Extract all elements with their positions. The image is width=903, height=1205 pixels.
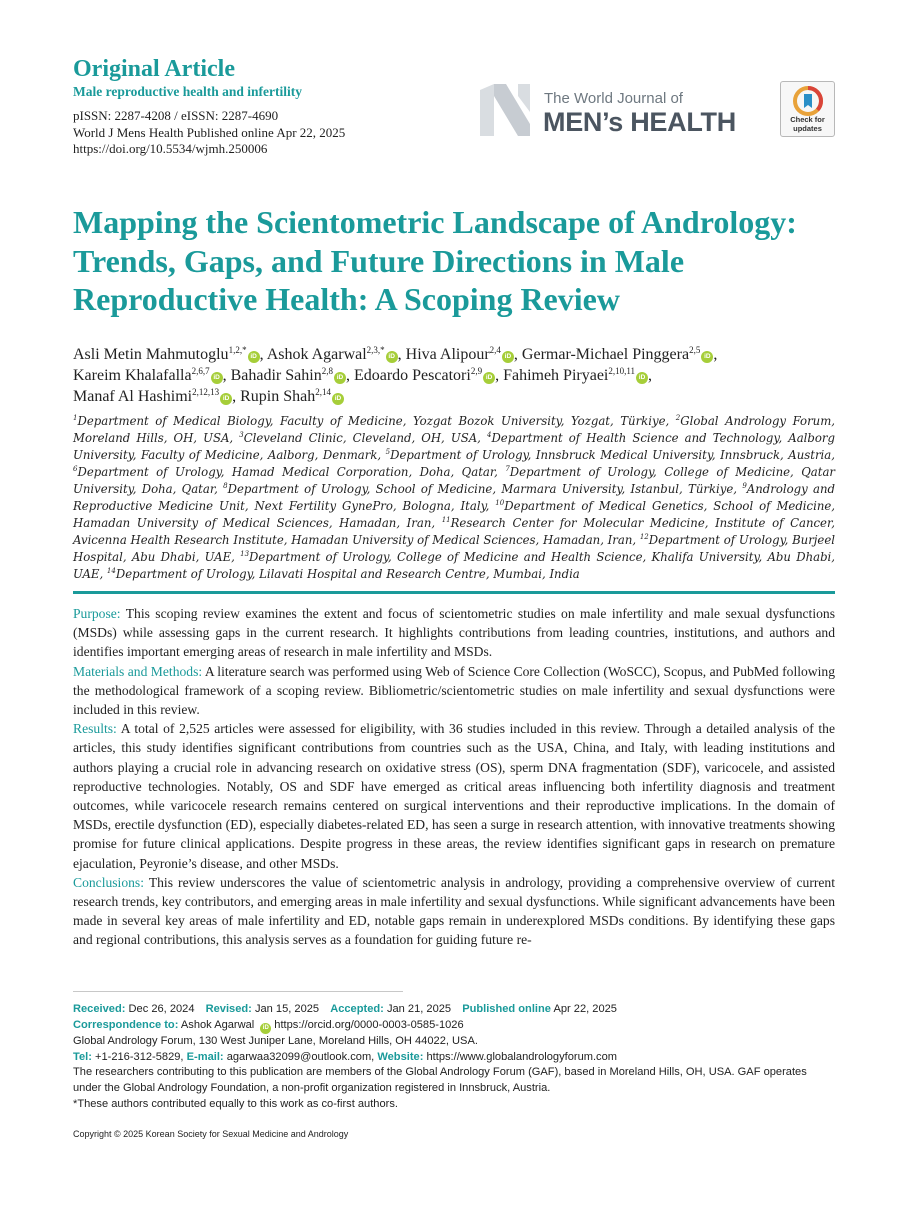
affiliation-number: 9: [742, 482, 747, 490]
affiliation-text: Department of Medical Genetics, School of Medicine, Hamadan University of Medical Sciences, Hamadan, Iran,: [73, 499, 835, 530]
check-updates-label: Check for updates: [790, 115, 825, 133]
website-label: Website:: [377, 1050, 424, 1063]
affiliation-number: 8: [223, 482, 228, 490]
affiliation-text: Department of Urology, College of Medicine and Health Science, Khalifa University, Abu Dhabi, UAE,: [73, 550, 836, 581]
abstract-results-label: Results:: [73, 721, 117, 737]
co-first-author-note: *These authors contributed equally to this work as co-first authors.: [73, 1097, 398, 1110]
author-name: Edoardo Pescatori: [353, 367, 471, 384]
abstract-results-text: A total of 2,525 articles were assessed for eligibility, with 36 studies included in this review. Through a detailed analysis of the articles, this study identifies significant contributions from countries such as the USA, China, and Italy, with leading institutions and authors playing a crucial role in advancing research on oxidative stress (OS), sperm DNA fragmentation (SDF), varicocele, and assisted reproductive technologies. Notably, OS and SDF have emerged as critical areas influencing both infertility diagnosis and treatment outcomes, while varicocele research remains centered on surgical interventions and their reproductive implications. In the domain of MSDs, erectile dysfunction (ED), especially diabetes-related ED, has seen a surge in research attention, with innovative treatments showing promise for future clinical applications. Despite progress in these areas, the review identifies significant gaps in research on premature ejaculation, Peyronie’s disease, and other MSDs.: [73, 721, 835, 871]
abstract-methods-label: Materials and Methods:: [73, 663, 203, 679]
author-affiliation-numbers: 1,2,*: [228, 345, 247, 355]
published-online-date: Apr 22, 2025: [553, 1003, 617, 1015]
tel-label: Tel:: [73, 1050, 92, 1063]
author: [522, 346, 713, 363]
gaf-note: The researchers contributing to this publication are members of the Global Andrology Forum (GAF), based in Moreland Hills, OH, USA. GAF operates under the Global Andrology Foundation, a non-profit organization registered in Innsbruck, Austria.: [73, 1066, 807, 1095]
email-label: E-mail:: [186, 1050, 224, 1063]
abstract-results: [73, 719, 835, 873]
author: [406, 346, 514, 363]
author-name: Asli Metin Mahmutoglu: [73, 346, 229, 363]
author-affiliation-numbers: 2,5: [689, 345, 701, 355]
journal-logo[interactable]: [480, 82, 765, 138]
issn: pISSN: 2287-4208 / eISSN: 2287-4690: [73, 108, 279, 123]
orcid-icon[interactable]: iD: [220, 393, 232, 405]
abstract-conclusions-label: Conclusions:: [73, 874, 144, 890]
accepted-date: Jan 21, 2025: [386, 1003, 452, 1015]
abstract-methods: [73, 662, 835, 720]
journal-logo-mark-icon: [480, 82, 540, 138]
affiliation-number: 7: [505, 465, 510, 473]
article-meta: [73, 108, 493, 158]
orcid-link[interactable]: https://orcid.org/0000-0003-0585-1026: [274, 1018, 464, 1031]
affiliation-text: Department of Urology, Innsbruck Medical University, Innsbruck, Austria,: [390, 448, 835, 462]
publication-date: World J Mens Health Published online Apr 22, 2025: [73, 124, 346, 140]
author-affiliation-numbers: 2,8: [321, 366, 333, 376]
author: [73, 346, 260, 363]
author-affiliation-numbers: 2,12,13: [192, 387, 220, 397]
affiliation-text: Global Andrology Forum, Moreland Hills, OH, USA,: [73, 414, 835, 445]
orcid-icon[interactable]: iD: [332, 393, 344, 405]
author: [354, 367, 495, 384]
published-online-label: Published online: [462, 1003, 551, 1015]
abstract-conclusions: [73, 873, 835, 950]
affiliation-text: Department of Urology, Burjeel Hospital, Abu Dhabi, UAE,: [73, 533, 835, 564]
affiliation-text: Department of Medical Biology, Faculty of Medicine, Yozgat Bozok University, Yozgat, Türkiye,: [77, 414, 676, 428]
affiliation-text: Department of Urology, College of Medicine, Qatar University, Doha, Qatar,: [73, 465, 835, 496]
footnote-divider: [73, 991, 403, 992]
affiliation-number: 6: [73, 465, 78, 473]
author-affiliation-numbers: 2,14: [315, 387, 331, 397]
author-name: Hiva Alipour: [405, 346, 490, 363]
abstract-purpose-label: Purpose:: [73, 606, 121, 621]
author-name: Bahadir Sahin: [230, 367, 322, 384]
affiliation-text: Department of Health Science and Technology, Aalborg University, Faculty of Medicine, Aalborg, Denmark,: [73, 431, 835, 462]
journal-name-line2: MEN’s HEALTH: [543, 107, 736, 137]
check-for-updates-badge[interactable]: [780, 81, 835, 137]
affiliation-number: 12: [639, 533, 649, 541]
author: [267, 346, 398, 363]
author-name: Germar-Michael Pinggera: [521, 346, 690, 363]
article-title: Mapping the Scientometric Landscape of Andrology: Trends, Gaps, and Future Directions in Male Reproductive Health: A Scoping Review: [73, 204, 797, 317]
doi-link[interactable]: https://doi.org/10.5534/wjmh.250006: [73, 141, 268, 156]
author-affiliation-numbers: 2,4: [489, 345, 501, 355]
abstract: [73, 604, 835, 950]
author-name: Kareim Khalafalla: [73, 367, 192, 384]
affiliation-text: Cleveland Clinic, Cleveland, OH, USA,: [243, 431, 487, 445]
author-list: Asli Metin Mahmutoglu$^{1,2,*}$iD , Ashok Agarwal$^{2,3,*}$iD , Hiva Alipour$^{2,4}$iD , Germar-Michael Pinggera$^{2,5}$iD , Kareim Khalafalla$^{2,6,7}$iD , Bahadir Sahin$^{2,8}$iD , Edoardo Pescatori$^{2,9}$iD , Fahimeh Piryaei$^{2,10,11}$iD , Manaf Al Hashimi$^{2,12,13}$iD , Rupin Shah$^{2,14}$iD: [73, 345, 718, 405]
check-updates-icon: [793, 86, 823, 116]
author: [503, 367, 648, 384]
article-section: Male reproductive health and infertility: [73, 84, 302, 99]
orcid-icon[interactable]: iD: [248, 351, 260, 363]
affiliation-number: 5: [385, 448, 391, 456]
affiliation-number: 3: [239, 431, 244, 439]
orcid-icon[interactable]: iD: [386, 351, 398, 363]
author: [73, 388, 232, 405]
affiliation-text: Andrology and Reproductive Medicine Unit, Next Fertility GynePro, Bologna, Italy,: [73, 482, 836, 513]
correspondence-label: Correspondence to:: [73, 1018, 179, 1031]
orcid-icon[interactable]: iD: [334, 372, 346, 384]
affiliation-text: Research Center for Molecular Medicine, Institute of Cancer, Avicenna Health Research Institute, Hamadan University of Medical Sciences, Hamadan, Iran,: [73, 516, 835, 547]
affiliation-number: 2: [675, 414, 681, 422]
abstract-methods-text: A literature search was performed using Web of Science Core Collection (WoSCC), Scopus, and PubMed following the methodological framework of a scoping review. Bibliometric/scientometric studies on male infertility and sexual dysfunctions were included in this review.: [73, 663, 835, 718]
abstract-purpose: [73, 604, 835, 662]
author-name: Rupin Shah: [240, 388, 316, 405]
received-label: Received:: [73, 1003, 126, 1015]
affiliation-number: 4: [486, 431, 492, 439]
footnotes: [73, 1002, 835, 1113]
correspondence-name: Ashok Agarwal: [180, 1018, 255, 1031]
contact-line: [73, 1050, 835, 1066]
author-affiliation-numbers: 2,6,7: [191, 366, 210, 376]
revised-label: Revised:: [205, 1003, 252, 1015]
journal-name-line1: The World Journal of: [544, 90, 683, 107]
affiliation-number: 11: [441, 516, 451, 524]
affiliations: [73, 413, 835, 583]
author-affiliation-numbers: 2,3,*: [366, 345, 385, 355]
orcid-icon[interactable]: iD: [636, 372, 648, 384]
email-link[interactable]: agarwaa32099@outlook.com,: [226, 1050, 375, 1063]
affiliation-number: 13: [240, 550, 250, 558]
revised-date: Jan 15, 2025: [254, 1003, 320, 1015]
accepted-label: Accepted:: [330, 1003, 384, 1015]
author: [240, 388, 344, 405]
affiliation-number: 1: [73, 414, 78, 422]
copyright: Copyright © 2025 Korean Society for Sexual Medicine and Andrology: [73, 1129, 349, 1139]
affiliation-number: 14: [106, 567, 116, 575]
section-divider: [73, 591, 835, 594]
abstract-conclusions-text: This review underscores the value of scientometric analysis in andrology, providing a comprehensive overview of current research trends, key contributors, and emerging areas in male infertility and sexual dysfunctions. While significant advancements have been made in several key areas of male infertility and ED, notable gaps remain in underexplored MSDs conditions. By identifying these gaps and regional contributions, this analysis serves as a foundation for guiding future re-: [73, 874, 835, 948]
website-link[interactable]: https://www.globalandrologyforum.com: [426, 1050, 618, 1063]
author-affiliation-numbers: 2,10,11: [608, 366, 636, 376]
affiliation-number: 10: [495, 499, 505, 507]
orcid-icon[interactable]: iD: [211, 372, 223, 384]
article-type: Original Article: [73, 56, 235, 82]
orcid-icon[interactable]: iD: [502, 351, 514, 363]
author: [231, 367, 346, 384]
received-date: Dec 26, 2024: [128, 1003, 195, 1015]
author-name: Manaf Al Hashimi: [73, 388, 193, 405]
correspondence-line: [73, 1018, 835, 1034]
author-affiliation-numbers: 2,9: [470, 366, 483, 376]
orcid-icon[interactable]: iD: [701, 351, 713, 363]
affiliation-text: Department of Urology, Hamad Medical Corporation, Doha, Qatar,: [77, 465, 506, 479]
affiliation-text: Department of Urology, Lilavati Hospital and Research Centre, Mumbai, India: [115, 567, 580, 581]
author-name: Ashok Agarwal: [266, 346, 367, 363]
author-name: Fahimeh Piryaei: [503, 367, 609, 384]
abstract-purpose-text: This scoping review examines the extent and focus of scientometric studies on male infertility and male sexual dysfunctions (MSDs) while assessing gaps in the current research. It highlights contributions from leading countries, institutions, and authors and identifies important emerging areas of research in male infertility and MSDs.: [73, 606, 835, 660]
affiliation-text: Department of Urology, School of Medicine, Marmara University, Istanbul, Türkiye,: [227, 482, 743, 496]
tel-value: +1-216-312-5829,: [95, 1050, 184, 1063]
dates-line: [73, 1002, 835, 1018]
author: [73, 367, 223, 384]
article-header: [73, 56, 493, 158]
orcid-icon[interactable]: iD: [260, 1023, 271, 1034]
correspondence-address: Global Andrology Forum, 130 West Juniper Lane, Moreland Hills, OH 44022, USA.: [73, 1034, 478, 1047]
orcid-icon[interactable]: iD: [483, 372, 495, 384]
